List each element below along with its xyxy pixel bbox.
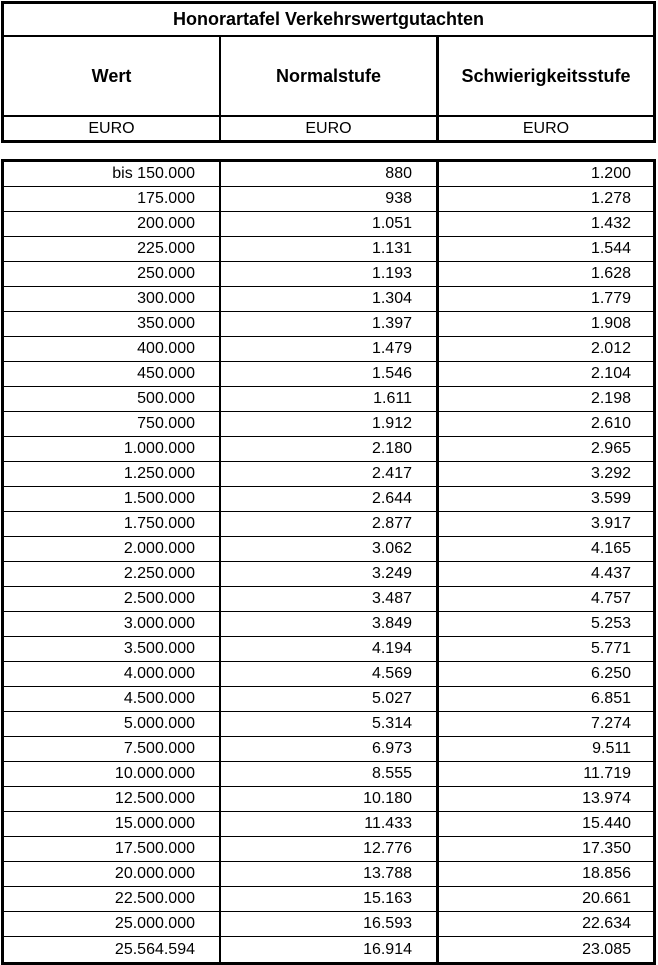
cell-wert: 2.250.000 — [4, 562, 221, 586]
table-row — [4, 162, 653, 187]
cell-schwierigkeitsstufe: 3.917 — [590, 515, 631, 532]
table-row — [4, 537, 653, 562]
cell-normalstufe: 6.973 — [221, 737, 439, 761]
cell-normalstufe: 2.180 — [221, 437, 439, 461]
table-row — [4, 187, 653, 212]
cell-wert: 22.500.000 — [4, 887, 221, 911]
cell-schwierigkeitsstufe: 3.292 — [590, 465, 631, 482]
cell-normalstufe: 1.912 — [221, 412, 439, 436]
cell-schwierigkeitsstufe: 1.779 — [590, 290, 631, 307]
cell-schwierigkeitsstufe: 11.719 — [583, 765, 631, 782]
table-row — [4, 787, 653, 812]
cell-wert: 7.500.000 — [4, 737, 221, 761]
cell-wert: 175.000 — [4, 187, 221, 211]
fee-table-body — [1, 159, 656, 965]
cell-normalstufe: 15.163 — [221, 887, 439, 911]
table-row — [4, 862, 653, 887]
cell-schwierigkeitsstufe: 2.198 — [590, 390, 631, 407]
cell-normalstufe: 3.249 — [221, 562, 439, 586]
cell-wert: 4.000.000 — [4, 662, 221, 686]
cell-wert: 1.750.000 — [4, 512, 221, 536]
cell-normalstufe: 1.304 — [221, 287, 439, 311]
cell-schwierigkeitsstufe: 2.965 — [590, 440, 631, 457]
unit-normalstufe: EURO — [221, 117, 439, 140]
cell-normalstufe: 938 — [221, 187, 439, 211]
table-row — [4, 212, 653, 237]
table-row — [4, 512, 653, 537]
cell-schwierigkeitsstufe: 1.628 — [590, 265, 631, 282]
cell-wert: 3.000.000 — [4, 612, 221, 636]
cell-schwierigkeitsstufe: 1.908 — [590, 315, 631, 332]
cell-schwierigkeitsstufe: 23.085 — [582, 940, 631, 958]
cell-wert: 350.000 — [4, 312, 221, 336]
cell-normalstufe: 2.877 — [221, 512, 439, 536]
cell-wert: 1.000.000 — [4, 437, 221, 461]
cell-normalstufe: 3.062 — [221, 537, 439, 561]
cell-schwierigkeitsstufe: 7.274 — [590, 715, 631, 732]
cell-normalstufe: 3.849 — [221, 612, 439, 636]
table-row — [4, 237, 653, 262]
cell-wert: 400.000 — [4, 337, 221, 361]
table-row — [4, 712, 653, 737]
column-header-schwierigkeitsstufe: Schwierigkeitsstufe — [461, 65, 631, 86]
cell-schwierigkeitsstufe: 13.974 — [582, 790, 631, 807]
table-row — [4, 912, 653, 937]
cell-schwierigkeitsstufe: 3.599 — [590, 490, 631, 507]
cell-wert: 1.250.000 — [4, 462, 221, 486]
cell-schwierigkeitsstufe: 1.278 — [590, 190, 631, 207]
table-title: Honorartafel Verkehrswertgutachten — [4, 4, 653, 37]
cell-schwierigkeitsstufe: 2.012 — [590, 340, 631, 357]
table-row — [4, 287, 653, 312]
cell-wert: 3.500.000 — [4, 637, 221, 661]
cell-schwierigkeitsstufe: 4.437 — [590, 565, 631, 582]
table-row — [4, 337, 653, 362]
table-row — [4, 662, 653, 687]
column-header-wert: Wert — [4, 37, 221, 115]
unit-schwierigkeitsstufe: EURO — [522, 119, 570, 137]
table-row — [4, 687, 653, 712]
cell-schwierigkeitsstufe: 4.757 — [590, 590, 631, 607]
cell-wert: 12.500.000 — [4, 787, 221, 811]
cell-wert: 25.564.594 — [4, 937, 221, 962]
cell-normalstufe: 1.546 — [221, 362, 439, 386]
cell-normalstufe: 4.194 — [221, 637, 439, 661]
cell-wert: 10.000.000 — [4, 762, 221, 786]
cell-normalstufe: 2.417 — [221, 462, 439, 486]
table-row — [4, 812, 653, 837]
cell-wert: 4.500.000 — [4, 687, 221, 711]
cell-wert: 5.000.000 — [4, 712, 221, 736]
cell-schwierigkeitsstufe: 9.511 — [592, 740, 631, 757]
table-row — [4, 387, 653, 412]
table-row — [4, 362, 653, 387]
cell-normalstufe: 11.433 — [221, 812, 439, 836]
column-header-row — [4, 37, 653, 117]
cell-normalstufe: 1.193 — [221, 262, 439, 286]
table-row — [4, 837, 653, 862]
cell-schwierigkeitsstufe: 15.440 — [582, 815, 631, 832]
cell-normalstufe: 880 — [221, 162, 439, 186]
table-row — [4, 762, 653, 787]
cell-normalstufe: 1.479 — [221, 337, 439, 361]
table-row — [4, 587, 653, 612]
cell-wert: 25.000.000 — [4, 912, 221, 936]
cell-normalstufe: 5.027 — [221, 687, 439, 711]
cell-wert: 300.000 — [4, 287, 221, 311]
cell-normalstufe: 1.051 — [221, 212, 439, 236]
table-row — [4, 612, 653, 637]
cell-wert: 750.000 — [4, 412, 221, 436]
cell-normalstufe: 4.569 — [221, 662, 439, 686]
cell-wert: 15.000.000 — [4, 812, 221, 836]
cell-schwierigkeitsstufe: 5.771 — [590, 640, 631, 657]
cell-normalstufe: 16.593 — [221, 912, 439, 936]
cell-wert: 250.000 — [4, 262, 221, 286]
cell-schwierigkeitsstufe: 1.432 — [590, 215, 631, 232]
cell-schwierigkeitsstufe: 2.104 — [590, 365, 631, 382]
table-row — [4, 637, 653, 662]
fee-table-header — [1, 1, 656, 143]
column-header-normalstufe: Normalstufe — [221, 37, 439, 115]
cell-schwierigkeitsstufe: 2.610 — [590, 415, 631, 432]
cell-schwierigkeitsstufe: 18.856 — [582, 865, 631, 882]
cell-schwierigkeitsstufe: 17.350 — [582, 840, 631, 857]
cell-schwierigkeitsstufe: 4.165 — [590, 540, 631, 557]
table-row — [4, 437, 653, 462]
table-row — [4, 487, 653, 512]
cell-wert: 225.000 — [4, 237, 221, 261]
cell-schwierigkeitsstufe: 1.544 — [590, 240, 631, 257]
table-row — [4, 937, 653, 962]
cell-schwierigkeitsstufe: 22.634 — [582, 915, 631, 932]
cell-wert: 450.000 — [4, 362, 221, 386]
cell-normalstufe: 16.914 — [221, 937, 439, 962]
cell-normalstufe: 3.487 — [221, 587, 439, 611]
table-row — [4, 312, 653, 337]
cell-normalstufe: 1.397 — [221, 312, 439, 336]
cell-wert: 17.500.000 — [4, 837, 221, 861]
cell-wert: 200.000 — [4, 212, 221, 236]
cell-wert: 2.500.000 — [4, 587, 221, 611]
cell-wert: bis 150.000 — [4, 162, 221, 186]
cell-normalstufe: 1.131 — [221, 237, 439, 261]
table-row — [4, 462, 653, 487]
cell-wert: 20.000.000 — [4, 862, 221, 886]
unit-wert: EURO — [4, 117, 221, 140]
table-row — [4, 562, 653, 587]
cell-normalstufe: 1.611 — [221, 387, 439, 411]
cell-wert: 500.000 — [4, 387, 221, 411]
cell-normalstufe: 8.555 — [221, 762, 439, 786]
cell-normalstufe: 2.644 — [221, 487, 439, 511]
unit-row — [4, 117, 653, 140]
table-row — [4, 737, 653, 762]
cell-wert: 2.000.000 — [4, 537, 221, 561]
cell-schwierigkeitsstufe: 20.661 — [582, 890, 631, 907]
table-row — [4, 412, 653, 437]
table-row — [4, 262, 653, 287]
cell-normalstufe: 5.314 — [221, 712, 439, 736]
cell-schwierigkeitsstufe: 6.250 — [590, 665, 631, 682]
cell-schwierigkeitsstufe: 6.851 — [590, 690, 631, 707]
cell-normalstufe: 12.776 — [221, 837, 439, 861]
cell-normalstufe: 13.788 — [221, 862, 439, 886]
cell-wert: 1.500.000 — [4, 487, 221, 511]
cell-schwierigkeitsstufe: 1.200 — [590, 165, 631, 182]
table-row — [4, 887, 653, 912]
cell-schwierigkeitsstufe: 5.253 — [590, 615, 631, 632]
cell-normalstufe: 10.180 — [221, 787, 439, 811]
